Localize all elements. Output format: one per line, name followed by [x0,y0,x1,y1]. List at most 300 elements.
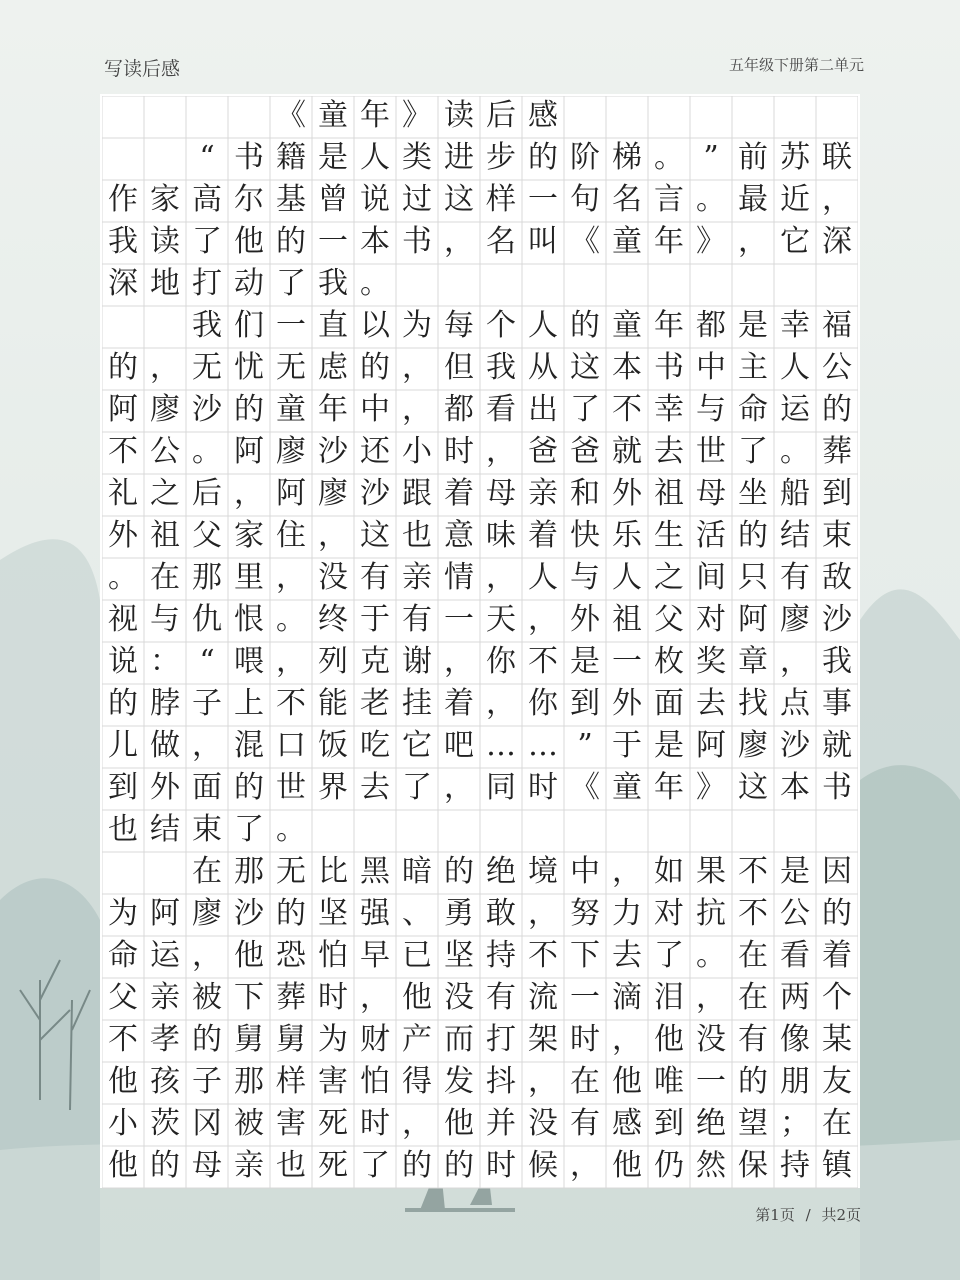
grid-cell: 阿 [150,896,180,931]
grid-cell: 无 [276,350,306,385]
grid-cell: ” [577,728,593,763]
grid-cell: 不 [108,434,138,469]
grid-cell: ， [822,182,852,217]
grid-cell: 吧 [444,728,474,763]
grid-cell [396,264,438,304]
grid-cell: 为 [108,896,138,931]
grid-cell: 找 [738,686,768,721]
grid-cell: 打 [486,1022,516,1057]
grid-cell: 时 [318,980,348,1015]
grid-cell: 公 [150,434,180,469]
grid-cell: 与 [696,392,726,427]
grid-cell: 的 [276,896,306,931]
grid-cell: 强 [360,896,390,931]
grid-cell: ， [276,644,306,679]
grid-cell: 类 [402,140,432,175]
grid-cell: 他 [444,1106,474,1141]
grid-cell: 从 [528,350,558,385]
essay-row [102,306,858,346]
grid-cell: 那 [192,560,222,595]
grid-cell: 比 [318,854,348,889]
grid-cell: 的 [192,1022,222,1057]
grid-cell: 坚 [444,938,474,973]
grid-cell: 抗 [696,896,726,931]
grid-cell: 家 [234,518,264,553]
essay-row [102,390,858,430]
grid-cell: 读 [150,224,180,259]
grid-cell: 于 [360,602,390,637]
grid-cell: 混 [234,728,264,763]
essay-row [102,684,858,724]
essay-row [102,1062,858,1102]
grid-cell: 以 [360,308,390,343]
grid-cell: 无 [192,350,222,385]
essay-row [102,474,858,514]
grid-cell: 沙 [234,896,264,931]
page-separator: / [805,1206,811,1224]
grid-cell: 最 [738,182,768,217]
grid-cell: 书 [234,140,264,175]
grid-cell [522,264,564,304]
grid-cell: 亲 [234,1148,264,1183]
grid-cell [648,96,690,136]
grid-cell [564,810,606,850]
grid-cell: 廖 [276,434,306,469]
grid-cell: 我 [192,308,222,343]
essay-row [102,642,858,682]
grid-cell: 《 [570,770,600,805]
grid-cell: ， [528,602,558,637]
grid-cell: 界 [318,770,348,805]
grid-cell: 爸 [570,434,600,469]
grid-cell: 、 [402,896,432,931]
grid-cell [228,96,270,136]
grid-cell: 礼 [108,476,138,511]
grid-cell: 努 [570,896,600,931]
grid-cell: 在 [150,560,180,595]
grid-cell: 生 [654,518,684,553]
grid-cell: 。 [696,182,726,217]
grid-cell [144,306,186,346]
grid-cell [312,810,354,850]
grid-cell: 》 [696,224,726,259]
grid-cell: 看 [486,392,516,427]
grid-cell: 说 [108,644,138,679]
grid-cell: 恐 [276,938,306,973]
grid-cell: 去 [654,434,684,469]
grid-cell: 祖 [654,476,684,511]
grid-cell: 的 [444,854,474,889]
grid-cell [774,96,816,136]
grid-cell: 童 [612,224,642,259]
grid-cell: 书 [654,350,684,385]
grid-cell: 他 [234,224,264,259]
grid-cell: 幸 [654,392,684,427]
grid-cell: 奖 [696,644,726,679]
grid-cell: 为 [318,1022,348,1057]
grid-cell: 幸 [780,308,810,343]
grid-cell: 本 [780,770,810,805]
grid-cell: 到 [570,686,600,721]
grid-cell: 是 [780,854,810,889]
grid-cell: 到 [654,1106,684,1141]
grid-cell: 持 [486,938,516,973]
grid-cell: 沙 [780,728,810,763]
grid-cell: ， [486,560,516,595]
grid-cell: 有 [360,560,390,595]
grid-cell: 果 [696,854,726,889]
grid-cell: 童 [612,770,642,805]
grid-cell: 味 [486,518,516,553]
grid-cell: 友 [822,1064,852,1099]
grid-cell: 一 [276,308,306,343]
grid-cell: 苏 [780,140,810,175]
grid-cell: 后 [486,98,516,133]
grid-cell: 是 [738,308,768,343]
grid-cell: 害 [276,1106,306,1141]
grid-cell: 是 [570,644,600,679]
grid-cell: 的 [822,392,852,427]
header-title: 写读后感 [104,58,181,80]
grid-cell: 小 [402,434,432,469]
page-footer [752,1204,864,1225]
grid-cell: 在 [738,980,768,1015]
grid-cell: 怕 [318,938,348,973]
grid-cell: 虑 [318,350,348,385]
grid-cell [732,810,774,850]
grid-cell: 我 [486,350,516,385]
grid-cell: 无 [276,854,306,889]
grid-cell: 上 [234,686,264,721]
grid-cell: 。 [696,938,726,973]
grid-cell: 谢 [402,644,432,679]
grid-cell: 。 [276,602,306,637]
essay-row [102,516,858,556]
grid-cell: 亲 [528,476,558,511]
essay-row [102,180,858,220]
grid-cell: 这 [570,350,600,385]
grid-cell: 祖 [612,602,642,637]
grid-cell: 没 [528,1106,558,1141]
grid-cell [186,96,228,136]
grid-cell: 感 [612,1106,642,1141]
grid-cell: 不 [108,1022,138,1057]
grid-cell: 产 [402,1022,432,1057]
grid-cell: 吃 [360,728,390,763]
grid-cell: ， [402,1106,432,1141]
grid-cell: 了 [654,938,684,973]
grid-cell: 个 [486,308,516,343]
grid-cell: 童 [612,308,642,343]
grid-cell: 财 [360,1022,390,1057]
grid-cell: 到 [108,770,138,805]
grid-cell: 联 [822,140,852,175]
grid-cell: 因 [822,854,852,889]
grid-cell: 运 [780,392,810,427]
grid-cell: ， [150,350,180,385]
grid-cell: 滴 [612,980,642,1015]
grid-cell: 童 [276,392,306,427]
grid-cell: 母 [696,476,726,511]
grid-cell: 情 [444,560,474,595]
grid-cell: 样 [276,1064,306,1099]
grid-cell: 如 [654,854,684,889]
grid-cell: 的 [402,1148,432,1183]
essay-row [102,558,858,598]
grid-cell: 父 [654,602,684,637]
grid-cell: 也 [276,1148,306,1183]
grid-cell: 》 [696,770,726,805]
grid-cell [774,810,816,850]
grid-cell: 船 [780,476,810,511]
grid-cell: 流 [528,980,558,1015]
grid-cell: 有 [780,560,810,595]
grid-cell: 天 [486,602,516,637]
grid-cell: 然 [696,1148,726,1183]
grid-cell: 人 [360,140,390,175]
grid-cell: 在 [738,938,768,973]
grid-cell: 点 [780,686,810,721]
grid-cell: 喂 [234,644,264,679]
grid-cell: 祖 [150,518,180,553]
grid-cell: 去 [612,938,642,973]
grid-cell: 就 [822,728,852,763]
grid-cell: 的 [570,308,600,343]
grid-cell: ， [192,728,222,763]
grid-cell: 了 [570,392,600,427]
grid-cell: 能 [318,686,348,721]
grid-cell: 架 [528,1022,558,1057]
grid-cell: ， [402,350,432,385]
grid-cell: 饭 [318,728,348,763]
grid-cell [732,264,774,304]
grid-cell: 名 [486,224,516,259]
grid-cell: 脖 [150,686,180,721]
grid-cell: 时 [444,434,474,469]
grid-cell: 住 [276,518,306,553]
grid-cell: 没 [444,980,474,1015]
grid-cell: 列 [318,644,348,679]
grid-cell: ， [360,980,390,1015]
grid-cell: 我 [318,266,348,301]
grid-cell: 与 [570,560,600,595]
grid-cell: 你 [528,686,558,721]
grid-cell: 乐 [612,518,642,553]
essay-row [102,348,858,388]
grid-cell: 的 [108,350,138,385]
grid-cell: 了 [234,812,264,847]
grid-cell: 你 [486,644,516,679]
grid-cell: ， [444,644,474,679]
grid-cell: 他 [234,938,264,973]
grid-cell: ， [696,980,726,1015]
grid-cell: 世 [276,770,306,805]
grid-cell: 忧 [234,350,264,385]
grid-cell: 梯 [612,140,642,175]
grid-cell: 的 [444,1148,474,1183]
grid-cell: 主 [738,350,768,385]
grid-cell: 那 [234,1064,264,1099]
grid-cell [102,96,144,136]
grid-cell: 外 [108,518,138,553]
grid-cell: 没 [696,1022,726,1057]
grid-cell: 年 [654,224,684,259]
grid-cell: 尔 [234,182,264,217]
grid-cell: 仍 [654,1148,684,1183]
grid-cell: 绝 [696,1106,726,1141]
grid-cell: 而 [444,1022,474,1057]
grid-cell: 出 [528,392,558,427]
essay-row [102,264,858,304]
grid-cell: 公 [822,350,852,385]
grid-cell: ， [738,224,768,259]
grid-cell: 近 [780,182,810,217]
grid-cell: 着 [528,518,558,553]
grid-cell: 的 [360,350,390,385]
grid-cell: 阿 [108,392,138,427]
grid-cell [396,810,438,850]
grid-cell: 运 [150,938,180,973]
essay-row [102,1146,858,1186]
essay-row [102,978,858,1018]
essay-row [102,768,858,808]
grid-cell: 下 [570,938,600,973]
grid-cell: 廖 [318,476,348,511]
essay-row [102,600,858,640]
grid-cell: 死 [318,1148,348,1183]
grid-cell: 到 [822,476,852,511]
grid-cell: “ [199,140,215,175]
grid-cell: 了 [360,1148,390,1183]
grid-cell: 的 [276,224,306,259]
grid-cell: ， [192,938,222,973]
grid-cell [648,810,690,850]
grid-cell: 终 [318,602,348,637]
grid-cell: 世 [696,434,726,469]
grid-cell: 本 [360,224,390,259]
essay-row [102,810,858,850]
grid-cell: 的 [234,392,264,427]
grid-cell: 命 [738,392,768,427]
grid-cell: 福 [822,308,852,343]
grid-cell: 书 [822,770,852,805]
grid-cell: 有 [738,1022,768,1057]
grid-cell: 小 [108,1106,138,1141]
grid-cell: 结 [150,812,180,847]
grid-cell: 口 [276,728,306,763]
grid-cell: ； [780,1106,810,1141]
grid-cell [606,810,648,850]
grid-cell: 人 [780,350,810,385]
grid-cell: 沙 [360,476,390,511]
grid-cell: 没 [318,560,348,595]
grid-cell: 是 [654,728,684,763]
grid-cell: 公 [780,896,810,931]
grid-cell: 亲 [150,980,180,1015]
grid-cell [144,138,186,178]
grid-cell: 了 [738,434,768,469]
grid-cell: 名 [612,182,642,217]
grid-cell: 的 [528,140,558,175]
grid-cell: 廖 [780,602,810,637]
grid-cell: 朋 [780,1064,810,1099]
grid-cell: 克 [360,644,390,679]
grid-cell: 时 [570,1022,600,1057]
grid-cell: 镇 [822,1148,852,1183]
grid-cell: 葬 [276,980,306,1015]
grid-cell: 句 [570,182,600,217]
grid-cell: 绝 [486,854,516,889]
grid-cell [354,810,396,850]
grid-cell: 沙 [192,392,222,427]
grid-cell: 感 [528,98,558,133]
grid-cell: 了 [192,224,222,259]
grid-cell: 沙 [822,602,852,637]
grid-cell: 年 [360,98,390,133]
grid-cell: 。 [276,812,306,847]
grid-cell: 这 [444,182,474,217]
grid-cell: ， [528,896,558,931]
grid-cell: ， [234,476,264,511]
grid-cell: 舅 [276,1022,306,1057]
grid-cell: 已 [402,938,432,973]
grid-cell: 外 [150,770,180,805]
grid-cell: 束 [192,812,222,847]
grid-cell: 还 [360,434,390,469]
grid-cell: 的 [108,686,138,721]
grid-cell: 。 [192,434,222,469]
grid-cell: 地 [150,266,180,301]
grid-cell: 曾 [318,182,348,217]
grid-cell: 他 [612,1064,642,1099]
grid-cell: 籍 [276,140,306,175]
grid-cell: 视 [108,602,138,637]
grid-cell: 子 [192,686,222,721]
grid-cell: 茨 [150,1106,180,1141]
grid-cell: ， [318,518,348,553]
essay-row [102,1104,858,1144]
grid-cell: 中 [570,854,600,889]
grid-cell: 步 [486,140,516,175]
grid-cell: 死 [318,1106,348,1141]
grid-cell: 被 [192,980,222,1015]
grid-cell: 中 [696,350,726,385]
grid-cell: 候 [528,1148,558,1183]
grid-cell: 事 [822,686,852,721]
grid-cell: 一 [612,644,642,679]
grid-cell: 命 [108,938,138,973]
essay-row [102,936,858,976]
grid-cell: 。 [108,560,138,595]
grid-cell: 望 [738,1106,768,1141]
grid-cell: 作 [108,182,138,217]
grid-cell: 间 [696,560,726,595]
grid-cell: 父 [108,980,138,1015]
grid-cell: 深 [108,266,138,301]
grid-cell [102,852,144,892]
grid-cell: 在 [822,1106,852,1141]
grid-cell: 基 [276,182,306,217]
grid-cell [102,138,144,178]
essay-row [102,1020,858,1060]
grid-cell: 不 [738,896,768,931]
grid-cell: 不 [738,854,768,889]
grid-cell: … [528,728,558,763]
grid-cell: 和 [570,476,600,511]
grid-cell [690,810,732,850]
grid-cell: 个 [822,980,852,1015]
grid-cell: ， [276,560,306,595]
